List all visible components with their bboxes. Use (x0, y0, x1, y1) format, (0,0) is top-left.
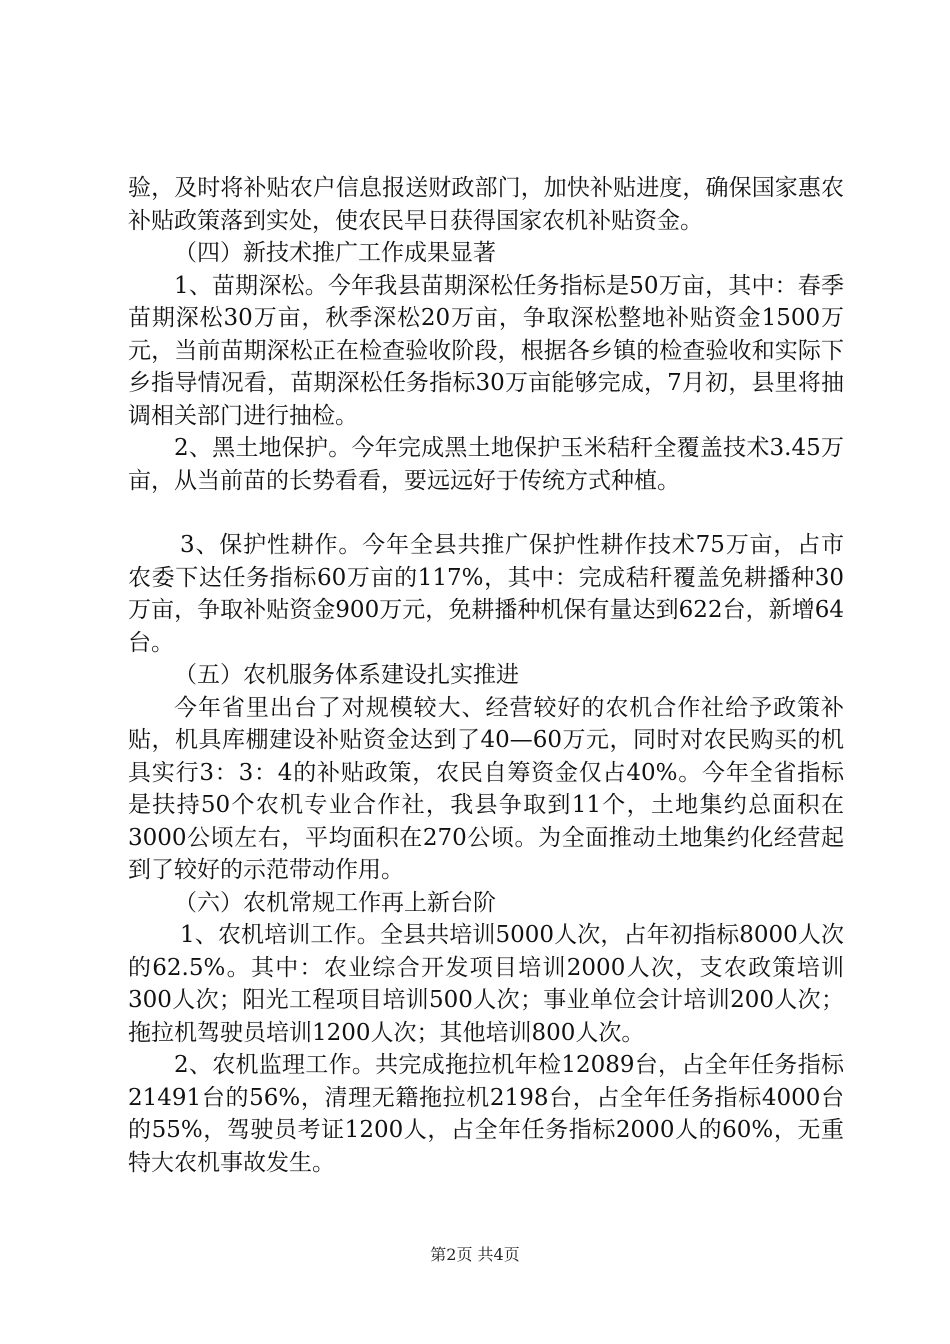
section-heading-4: （四）新技术推广工作成果显著 (174, 240, 496, 266)
paragraph-subsoiling: 1、苗期深松。今年我县苗期深松任务指标是50万亩，其中：春季苗期深松30万亩，秋季深松20万亩，争取深松整地补贴资金1500万元，当前苗期深松正在检查验收阶段，根据各乡镇的检查验收和实际下乡指导情况看，苗期深松任务指标30万亩能够完成，7月初，县里将抽调相关部门进行抽检。 (128, 272, 844, 429)
page-number: 第2页 共4页 (430, 1245, 520, 1264)
paragraph-black-soil: 2、黑土地保护。今年完成黑土地保护玉米秸秆全覆盖技术3.45万亩，从当前苗的长势看看，要远远好于传统方式种植。 (128, 435, 844, 494)
document-body (128, 172, 844, 1179)
paragraph-training: 1、农机培训工作。全县共培训5000人次，占年初指标8000人次的62.5%。其中：农业综合开发项目培训2000人次，支农政策培训300人次；阳光工程项目培训500人次；事业单位会计培训200人次；拖拉机驾驶员培训1200人次；其他培训800人次。 (128, 922, 844, 1046)
section-heading-6: （六）农机常规工作再上新台阶 (174, 889, 496, 916)
paragraph-supervision: 2、农机监理工作。共完成拖拉机年检12089台，占全年任务指标21491台的56%，清理无籍拖拉机2198台，占全年任务指标4000台的55%，驾驶员考证1200人，占全年任务指标2000人的60%，无重特大农机事故发生。 (128, 1052, 844, 1176)
paragraph-conservation-tillage: 3、保护性耕作。今年全县共推广保护性耕作技术75万亩，占市农委下达任务指标60万亩的117%，其中：完成秸秆覆盖免耕播种30万亩，争取补贴资金900万元，免耕播种机保有量达到622台，新增64台。 (128, 532, 844, 656)
blank-line (128, 497, 844, 529)
paragraph-service-system: 今年省里出台了对规模较大、经营较好的农机合作社给予政策补贴，机具库棚建设补贴资金达到了40—60万元，同时对农民购买的机具实行3：3：4的补贴政策，农民自筹资金仅占40%。今年全省指标是扶持50个农机专业合作社，我县争取到11个，土地集约总面积在3000公顷左右，平均面积在270公顷。为全面推动土地集约化经营起到了较好的示范带动作用。 (128, 694, 844, 883)
paragraph-continuation: 验，及时将补贴农户信息报送财政部门，加快补贴进度，确保国家惠农补贴政策落到实处，使农民早日获得国家农机补贴资金。 (128, 175, 844, 234)
section-heading-5: （五）农机服务体系建设扎实推进 (174, 662, 519, 688)
